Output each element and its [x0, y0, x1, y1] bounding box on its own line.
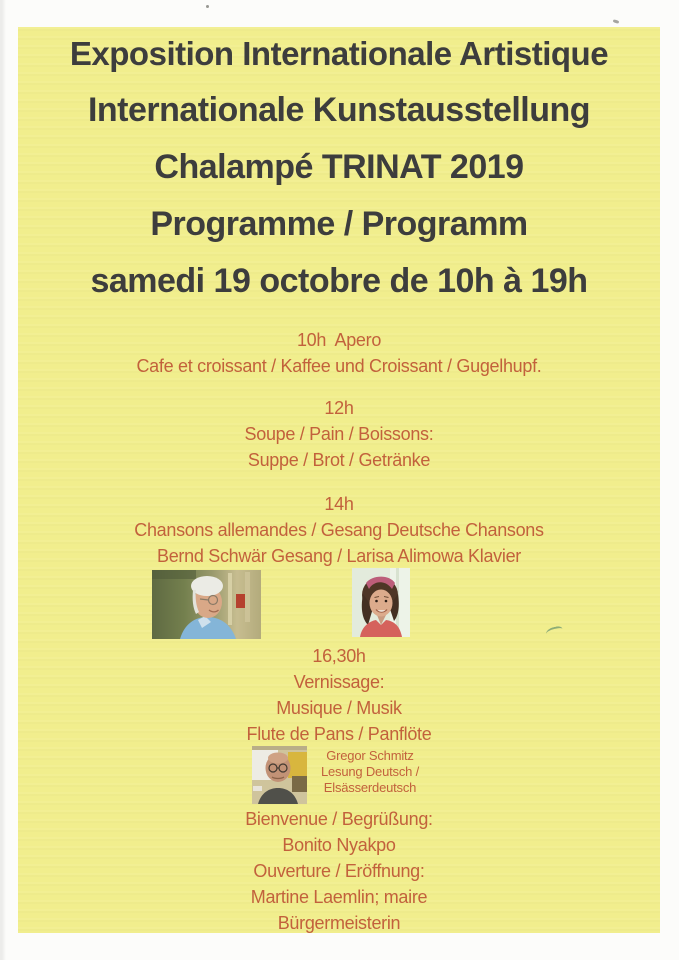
section-10h-apero: [18, 327, 660, 379]
schedule-time-line: 16,30h: [312, 646, 366, 666]
section-12h-lunch: [18, 395, 660, 473]
title-line-german: Internationale Kunstausstellung: [87, 91, 591, 129]
welcome-line: Bienvenue / Begrüßung:: [245, 809, 433, 829]
opening-line: Ouverture / Eröffnung:: [253, 861, 425, 881]
title-line-french: Exposition Internationale Artistique: [69, 34, 609, 72]
schedule-time-line: 14h: [324, 494, 354, 514]
section-16h30-vernissage: [18, 643, 660, 747]
schedule-detail-line: Bernd Schwär Gesang / Larisa Alimowa Klavier: [157, 546, 521, 566]
title-line-event: Chalampé TRINAT 2019: [154, 148, 524, 186]
section-welcome-opening: [18, 806, 660, 936]
opening-title: Bürgermeisterin: [277, 913, 401, 933]
title-line-date: samedi 19 octobre de 10h à 19h: [90, 262, 588, 300]
caption-detail-line: Elsässerdeutsch: [323, 780, 417, 795]
poster-scan: [18, 27, 660, 933]
opening-name: Martine Laemlin; maire: [250, 887, 428, 907]
welcome-name: Bonito Nyakpo: [282, 835, 396, 855]
section-14h-chansons: [18, 491, 660, 569]
scan-speck: [206, 5, 209, 8]
scan-scribble: [545, 625, 564, 638]
caption-detail-line: Lesung Deutsch /: [321, 764, 419, 779]
caption-name-line: Gregor Schmitz: [326, 748, 414, 763]
schedule-detail-line: Flute de Pans / Panflöte: [246, 724, 432, 744]
title-line-program: Programme / Programm: [150, 205, 528, 243]
schedule-detail-line: Suppe / Brot / Getränke: [247, 450, 431, 470]
schedule-detail-line: Vernissage:: [293, 672, 385, 692]
schedule-detail-line: Cafe et croissant / Kaffee und Croissant / Gugelhupf.: [136, 356, 542, 376]
schedule-detail-line: Chansons allemandes / Gesang Deutsche Chansons: [134, 520, 544, 540]
bernd-schwaer-photo: [152, 570, 261, 639]
gregor-caption: [307, 748, 433, 796]
scan-speck: [613, 19, 620, 24]
poster-title-block: [18, 25, 660, 310]
gregor-schmitz-photo: [252, 746, 307, 804]
schedule-detail-line: Soupe / Pain / Boissons:: [244, 424, 434, 444]
larisa-alimowa-photo: [352, 568, 410, 637]
schedule-detail-line: Musique / Musik: [276, 698, 402, 718]
schedule-time-line: 10h Apero: [296, 330, 382, 350]
schedule-time-line: 12h: [324, 398, 354, 418]
